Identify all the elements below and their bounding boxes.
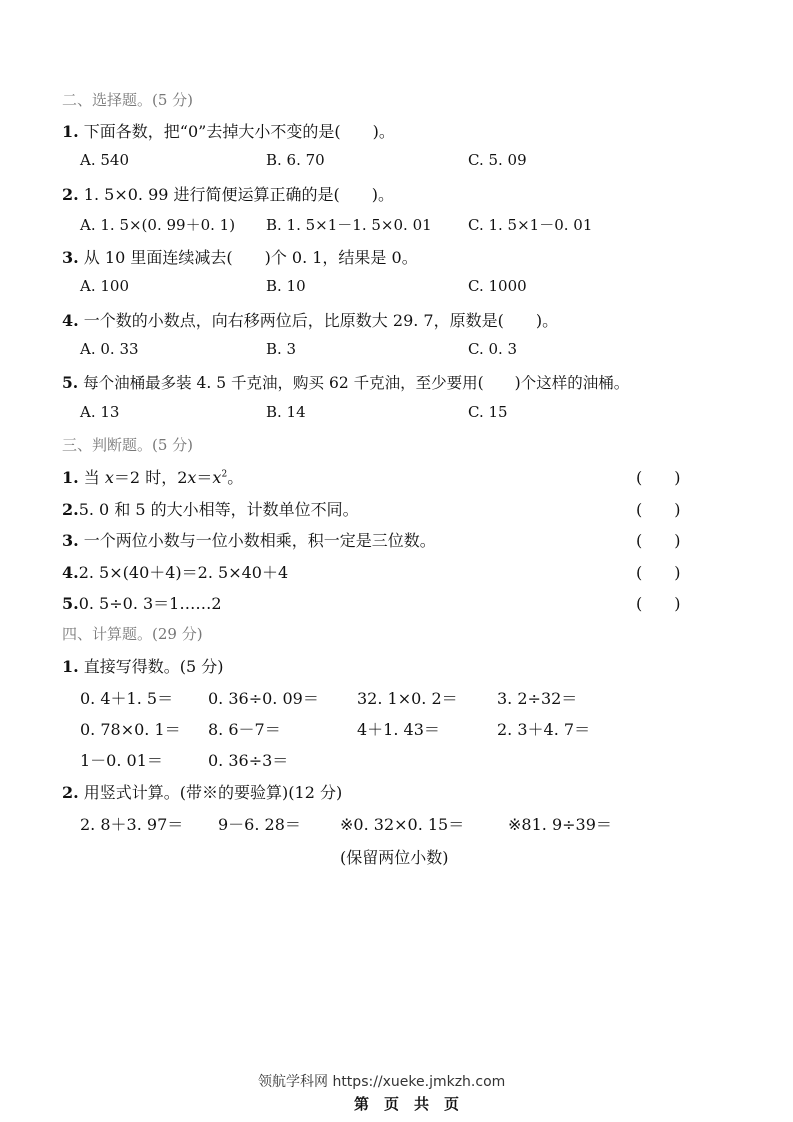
mental-calc-item: 0. 4＋1. 5＝ <box>80 689 174 708</box>
mental-calc-item: 1－0. 01＝ <box>80 751 163 770</box>
rounding-note: (保留两位小数) <box>340 848 449 867</box>
mental-calc-item: 0. 78×0. 1＝ <box>80 720 181 739</box>
judgement-item-1 <box>62 465 243 488</box>
vertical-calc-item: ※81. 9÷39＝ <box>508 815 612 834</box>
question-text: 1. 5×0. 99 进行简便运算正确的是( )。 <box>83 185 395 204</box>
option-c: C. 0. 3 <box>468 340 518 358</box>
vertical-calc-item: 2. 8＋3. 97＝ <box>80 815 184 834</box>
answer-blank[interactable]: ( ) <box>636 531 681 550</box>
item-text: ＝ <box>196 468 213 487</box>
question-number: 1. <box>62 122 79 141</box>
option-a: A. 13 <box>80 403 120 421</box>
mental-calc-item: 3. 2÷32＝ <box>497 689 578 708</box>
choice-question-2 <box>62 182 394 205</box>
section-heading-calculation: 四、计算题。(29 分) <box>62 625 203 643</box>
option-a: A. 100 <box>80 277 129 295</box>
question-number: 2. <box>62 783 79 802</box>
option-c: C. 5. 09 <box>468 151 527 169</box>
choice-question-1 <box>62 119 395 142</box>
mental-calc-item: 0. 36÷3＝ <box>208 751 289 770</box>
page-number: 第 页 共 页 <box>354 1095 460 1113</box>
judgement-item-3 <box>62 528 436 551</box>
section-heading-choice: 二、选择题。(5 分) <box>62 91 194 109</box>
mental-calc-item: 0. 36÷0. 09＝ <box>208 689 319 708</box>
exponent: 2 <box>221 469 228 480</box>
answer-blank[interactable]: ( ) <box>636 563 681 582</box>
question-number: 5. <box>62 373 79 392</box>
mental-calc-item: 4＋1. 43＝ <box>357 720 440 739</box>
question-text: 直接写得数。(5 分) <box>83 657 224 676</box>
item-text: 2. 5×(40＋4)＝2. 5×40＋4 <box>78 563 289 582</box>
answer-blank[interactable]: ( ) <box>636 500 681 519</box>
mental-calc-item: 8. 6－7＝ <box>208 720 281 739</box>
variable-x: x <box>104 468 114 487</box>
item-text: 。 <box>227 468 244 487</box>
mental-calc-item: 2. 3＋4. 7＝ <box>497 720 591 739</box>
item-number: 4. <box>62 563 79 582</box>
item-text: 0. 5÷0. 3＝1……2 <box>78 594 222 613</box>
option-a: A. 1. 5×(0. 99＋0. 1) <box>80 216 236 234</box>
item-text: 当 <box>83 468 105 487</box>
option-c: C. 1. 5×1－0. 01 <box>468 216 593 234</box>
section-heading-judgement: 三、判断题。(5 分) <box>62 436 194 454</box>
item-text: ＝2 时，2 <box>113 468 188 487</box>
question-number: 1. <box>62 657 79 676</box>
vertical-calc-item: 9－6. 28＝ <box>218 815 301 834</box>
item-number: 2. <box>62 500 79 519</box>
option-c: C. 1000 <box>468 277 527 295</box>
option-a: A. 540 <box>80 151 129 169</box>
question-number: 3. <box>62 248 79 267</box>
judgement-item-2 <box>62 497 359 520</box>
judgement-item-5 <box>62 591 222 614</box>
choice-question-3 <box>62 245 418 268</box>
question-text: 每个油桶最多装 4. 5 千克油，购买 62 千克油，至少要用( )个这样的油桶。 <box>83 374 630 392</box>
option-b: B. 14 <box>266 403 306 421</box>
item-text: 5. 0 和 5 的大小相等，计数单位不同。 <box>78 500 359 519</box>
question-text: 下面各数，把“0”去掉大小不变的是( )。 <box>83 122 395 141</box>
question-number: 4. <box>62 311 79 330</box>
option-b: B. 10 <box>266 277 306 295</box>
footer-site: 领航学科网 https://xueke.jmkzh.com <box>258 1074 506 1090</box>
question-number: 2. <box>62 185 79 204</box>
judgement-item-4 <box>62 560 288 583</box>
item-number: 3. <box>62 531 79 550</box>
variable-x: x <box>212 468 222 487</box>
calc-question-1 <box>62 654 224 677</box>
variable-x: x <box>187 468 197 487</box>
item-number: 5. <box>62 594 79 613</box>
item-text: 一个两位小数与一位小数相乘，积一定是三位数。 <box>83 531 436 550</box>
mental-calc-item: 32. 1×0. 2＝ <box>357 689 458 708</box>
option-a: A. 0. 33 <box>80 340 139 358</box>
question-text: 用竖式计算。(带※的要验算)(12 分) <box>83 783 343 802</box>
option-b: B. 6. 70 <box>266 151 325 169</box>
answer-blank[interactable]: ( ) <box>636 594 681 613</box>
option-c: C. 15 <box>468 403 508 421</box>
choice-question-5 <box>62 371 629 393</box>
question-text: 从 10 里面连续减去( )个 0. 1，结果是 0。 <box>83 248 418 267</box>
choice-question-4 <box>62 308 558 331</box>
option-b: B. 3 <box>266 340 297 358</box>
item-number: 1. <box>62 468 79 487</box>
question-text: 一个数的小数点，向右移两位后，比原数大 29. 7，原数是( )。 <box>83 311 559 330</box>
answer-blank[interactable]: ( ) <box>636 468 681 487</box>
vertical-calc-item: ※0. 32×0. 15＝ <box>340 815 465 834</box>
calc-question-2 <box>62 780 342 803</box>
option-b: B. 1. 5×1－1. 5×0. 01 <box>266 216 432 234</box>
